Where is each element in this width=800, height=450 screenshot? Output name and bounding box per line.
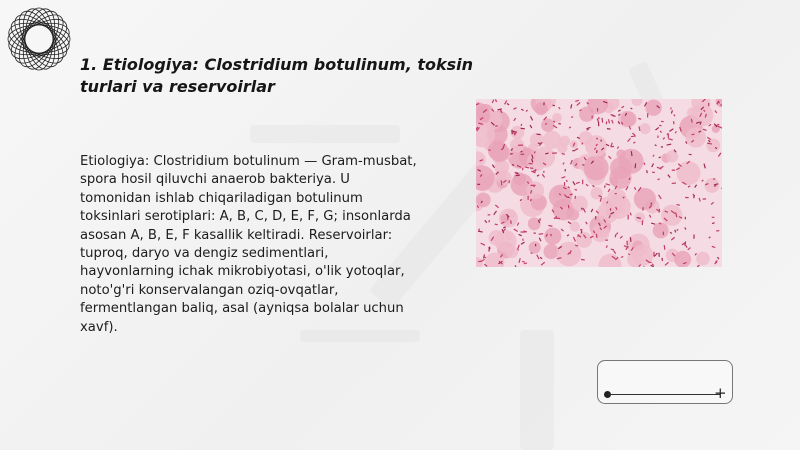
geometric-circle-logo-icon <box>4 4 74 74</box>
gram-stain-micrograph-image <box>476 99 722 267</box>
slide-body-text: Etiologiya: Clostridium botulinum — Gram-musbat, spora hosil qiluvchi anaerob bakteriya. U tomonidan ishlab chiqariladigan botulinum toksinlari serotiplari: A, B, C, D, E, F, G; insonlarda asosan A, B, E, F kasallik keltiradi. Reservoirlar: tuproq, daryo va dengiz sedimentlari, hayvonlarning ichak mikrobiyotasi, o'lik yotoqlar, noto'g'ri konservalangan oziq-ovqatlar, fermentlangan baliq, asal (ayniqsa bolalar uchun xavf). <box>80 154 417 335</box>
scale-bar-widget <box>597 360 733 404</box>
scale-bar-line <box>608 394 720 395</box>
scale-end-plus-icon: + <box>714 384 727 402</box>
slide-title: 1. Etiologiya: Clostridium botulinum, toksin turlari va reservoirlar <box>80 55 474 96</box>
